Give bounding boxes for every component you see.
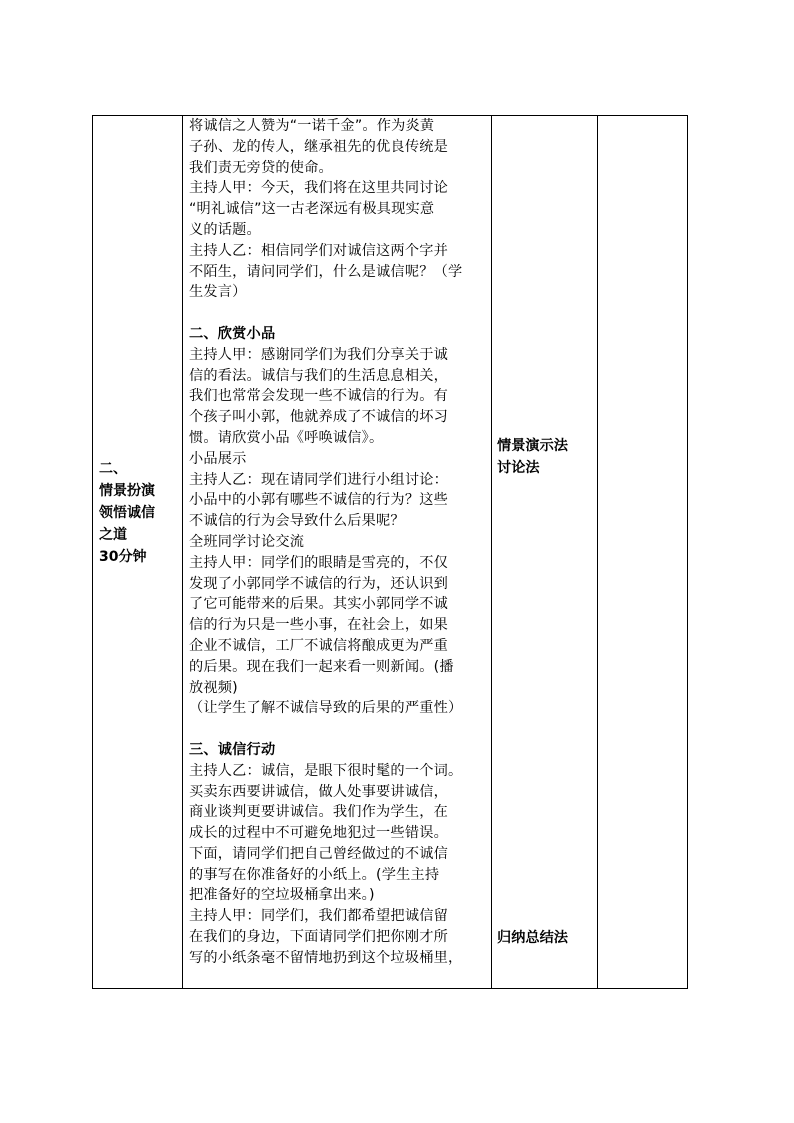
content-line: 惯。请欣赏小品《呼唤诚信》。 bbox=[189, 429, 384, 446]
method-label: 情景演示法 bbox=[497, 438, 568, 454]
content-line: 个孩子叫小郭，他就养成了不诚信的坏习 bbox=[189, 409, 448, 426]
section-title-line: 情景扮演 bbox=[99, 483, 155, 499]
content-line: 主持人乙：相信同学们对诚信这两个字并 bbox=[189, 242, 448, 259]
content-line: 全班同学讨论交流 bbox=[189, 533, 305, 550]
activity-content bbox=[183, 116, 491, 969]
section-title-line: 之道 bbox=[99, 527, 127, 543]
table-row bbox=[93, 116, 688, 989]
method-label: 归纳总结法 bbox=[497, 930, 568, 946]
blank-line bbox=[189, 303, 489, 324]
content-line: 信的看法。诚信与我们的生活息息相关， bbox=[189, 367, 448, 384]
content-line: 将诚信之人赞为“一诺千金”。作为炎黄 bbox=[189, 118, 435, 134]
blank-line bbox=[189, 719, 489, 740]
content-line: 主持人甲：同学们，我们都希望把诚信留 bbox=[189, 908, 448, 925]
content-line: 下面，请同学们把自己曾经做过的不诚信 bbox=[189, 845, 448, 862]
content-line: 生发言） bbox=[189, 284, 247, 301]
content-line: 信的行为只是一些小事，在社会上，如果 bbox=[189, 617, 448, 634]
content-line: 义的话题。 bbox=[189, 221, 261, 238]
content-line: 把准备好的空垃圾桶拿出来。) bbox=[189, 887, 375, 904]
teaching-method bbox=[497, 435, 568, 479]
content-line: 在我们的身边，下面请同学们把你刚才所 bbox=[189, 929, 448, 946]
section-title-line: 领悟诚信 bbox=[99, 505, 155, 521]
section-title bbox=[99, 458, 179, 568]
method-cell bbox=[492, 116, 598, 989]
content-line: 小品中的小郭有哪些不诚信的行为？这些 bbox=[189, 492, 448, 509]
content-line: 发现了小郭同学不诚信的行为，还认识到 bbox=[189, 575, 448, 592]
content-line: 的事写在你准备好的小纸上。(学生主持 bbox=[189, 866, 440, 883]
method-label: 讨论法 bbox=[497, 460, 540, 476]
section-number: 二、 bbox=[99, 461, 127, 477]
content-line: 子孙、龙的传人，继承祖先的优良传统是 bbox=[189, 138, 448, 155]
notes-cell bbox=[598, 116, 688, 989]
content-line: （让学生了解不诚信导致的后果的严重性） bbox=[189, 700, 463, 717]
content-line: 主持人乙：现在请同学们进行小组讨论： bbox=[189, 471, 448, 488]
content-line: 商业谈判更要讲诚信。我们作为学生，在 bbox=[189, 804, 448, 821]
content-line: 主持人乙：诚信，是眼下很时髦的一个词。 bbox=[189, 762, 463, 779]
activity-content-cell bbox=[183, 116, 492, 989]
content-line: 的后果。现在我们一起来看一则新闻。(播 bbox=[189, 658, 454, 675]
content-line: 我们也常常会发现一些不诚信的行为。有 bbox=[189, 388, 448, 405]
content-line: 放视频) bbox=[189, 679, 238, 696]
content-line: 买卖东西要讲诚信，做人处事要讲诚信， bbox=[189, 783, 448, 800]
subsection-heading: 二、欣赏小品 bbox=[189, 325, 276, 342]
content-line: “明礼诚信”这一古老深远有极具现实意 bbox=[189, 201, 435, 218]
teaching-method bbox=[497, 927, 568, 949]
content-line: 了它可能带来的后果。其实小郭同学不诚 bbox=[189, 596, 448, 613]
content-line: 不陌生，请问同学们，什么是诚信呢？（学 bbox=[189, 263, 463, 280]
content-line: 主持人甲：同学们的眼睛是雪亮的，不仅 bbox=[189, 554, 448, 571]
lesson-plan-table bbox=[92, 115, 688, 989]
content-line: 写的小纸条毫不留情地扔到这个垃圾桶里， bbox=[189, 949, 463, 966]
content-line: 小品展示 bbox=[189, 450, 247, 467]
content-line: 成长的过程中不可避免地犯过一些错误。 bbox=[189, 825, 448, 842]
section-cell bbox=[93, 116, 183, 989]
content-line: 主持人甲：感谢同学们为我们分享关于诚 bbox=[189, 346, 448, 363]
content-line: 我们责无旁贷的使命。 bbox=[189, 159, 333, 176]
content-line: 主持人甲：今天，我们将在这里共同讨论 bbox=[189, 180, 448, 197]
content-line: 不诚信的行为会导致什么后果呢？ bbox=[189, 513, 405, 530]
subsection-heading: 三、诚信行动 bbox=[189, 741, 276, 758]
content-line: 企业不诚信，工厂不诚信将酿成更为严重 bbox=[189, 637, 448, 654]
section-duration: 30分钟 bbox=[99, 549, 147, 565]
